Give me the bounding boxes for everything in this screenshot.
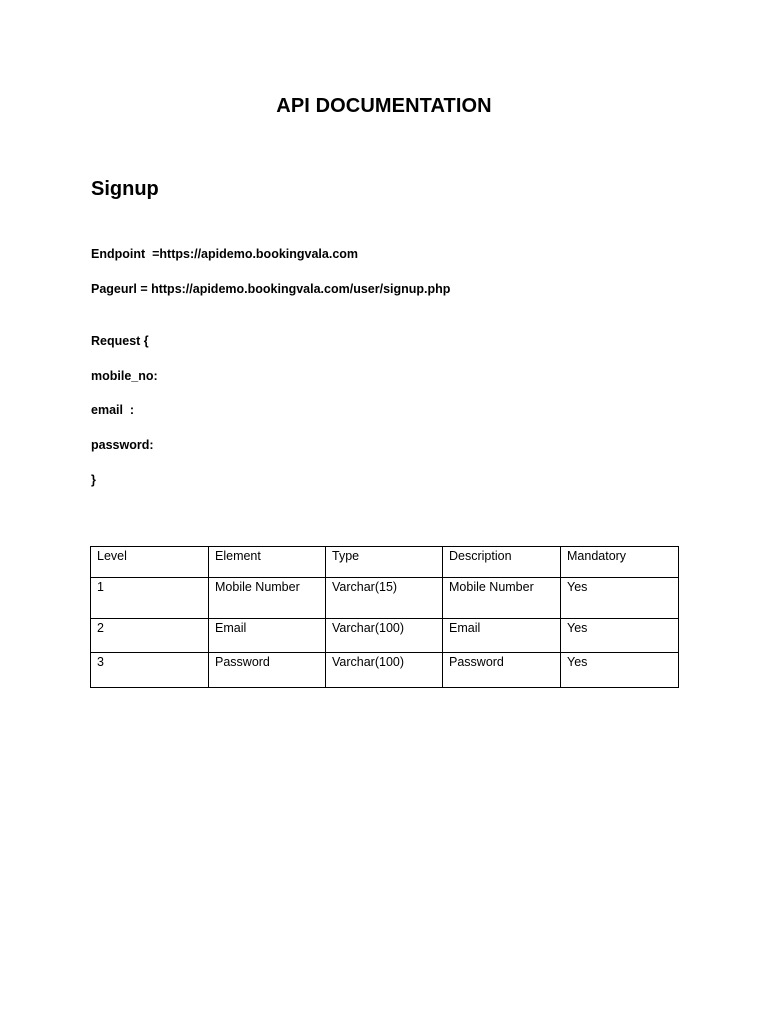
cell-element: Password bbox=[209, 653, 326, 688]
request-field-mobile-no: mobile_no: bbox=[91, 369, 158, 383]
parameters-table bbox=[90, 546, 679, 688]
endpoint-line: Endpoint =https://apidemo.bookingvala.com bbox=[91, 247, 359, 261]
request-field-password: password: bbox=[91, 438, 154, 452]
cell-level: 3 bbox=[91, 653, 209, 688]
cell-description: Password bbox=[443, 653, 561, 688]
cell-type: Varchar(100) bbox=[326, 653, 443, 688]
cell-level: 1 bbox=[91, 578, 209, 619]
table-header-row bbox=[91, 547, 679, 578]
header-description: Description bbox=[443, 547, 561, 578]
cell-mandatory: Yes bbox=[561, 619, 679, 653]
header-mandatory: Mandatory bbox=[561, 547, 679, 578]
cell-description: Mobile Number bbox=[443, 578, 561, 619]
cell-type: Varchar(15) bbox=[326, 578, 443, 619]
table-row bbox=[91, 619, 679, 653]
cell-mandatory: Yes bbox=[561, 653, 679, 688]
request-field-email: email : bbox=[91, 403, 135, 417]
request-close: } bbox=[91, 473, 96, 487]
header-element: Element bbox=[209, 547, 326, 578]
cell-type: Varchar(100) bbox=[326, 619, 443, 653]
header-level: Level bbox=[91, 547, 209, 578]
cell-description: Email bbox=[443, 619, 561, 653]
section-heading-signup: Signup bbox=[91, 178, 159, 200]
document-title: API DOCUMENTATION bbox=[276, 95, 492, 117]
cell-mandatory: Yes bbox=[561, 578, 679, 619]
table-row bbox=[91, 578, 679, 619]
pageurl-line: Pageurl = https://apidemo.bookingvala.com/user/signup.php bbox=[91, 282, 451, 296]
cell-element: Mobile Number bbox=[209, 578, 326, 619]
request-open: Request { bbox=[91, 334, 149, 348]
cell-level: 2 bbox=[91, 619, 209, 653]
header-type: Type bbox=[326, 547, 443, 578]
cell-element: Email bbox=[209, 619, 326, 653]
table-row bbox=[91, 653, 679, 688]
